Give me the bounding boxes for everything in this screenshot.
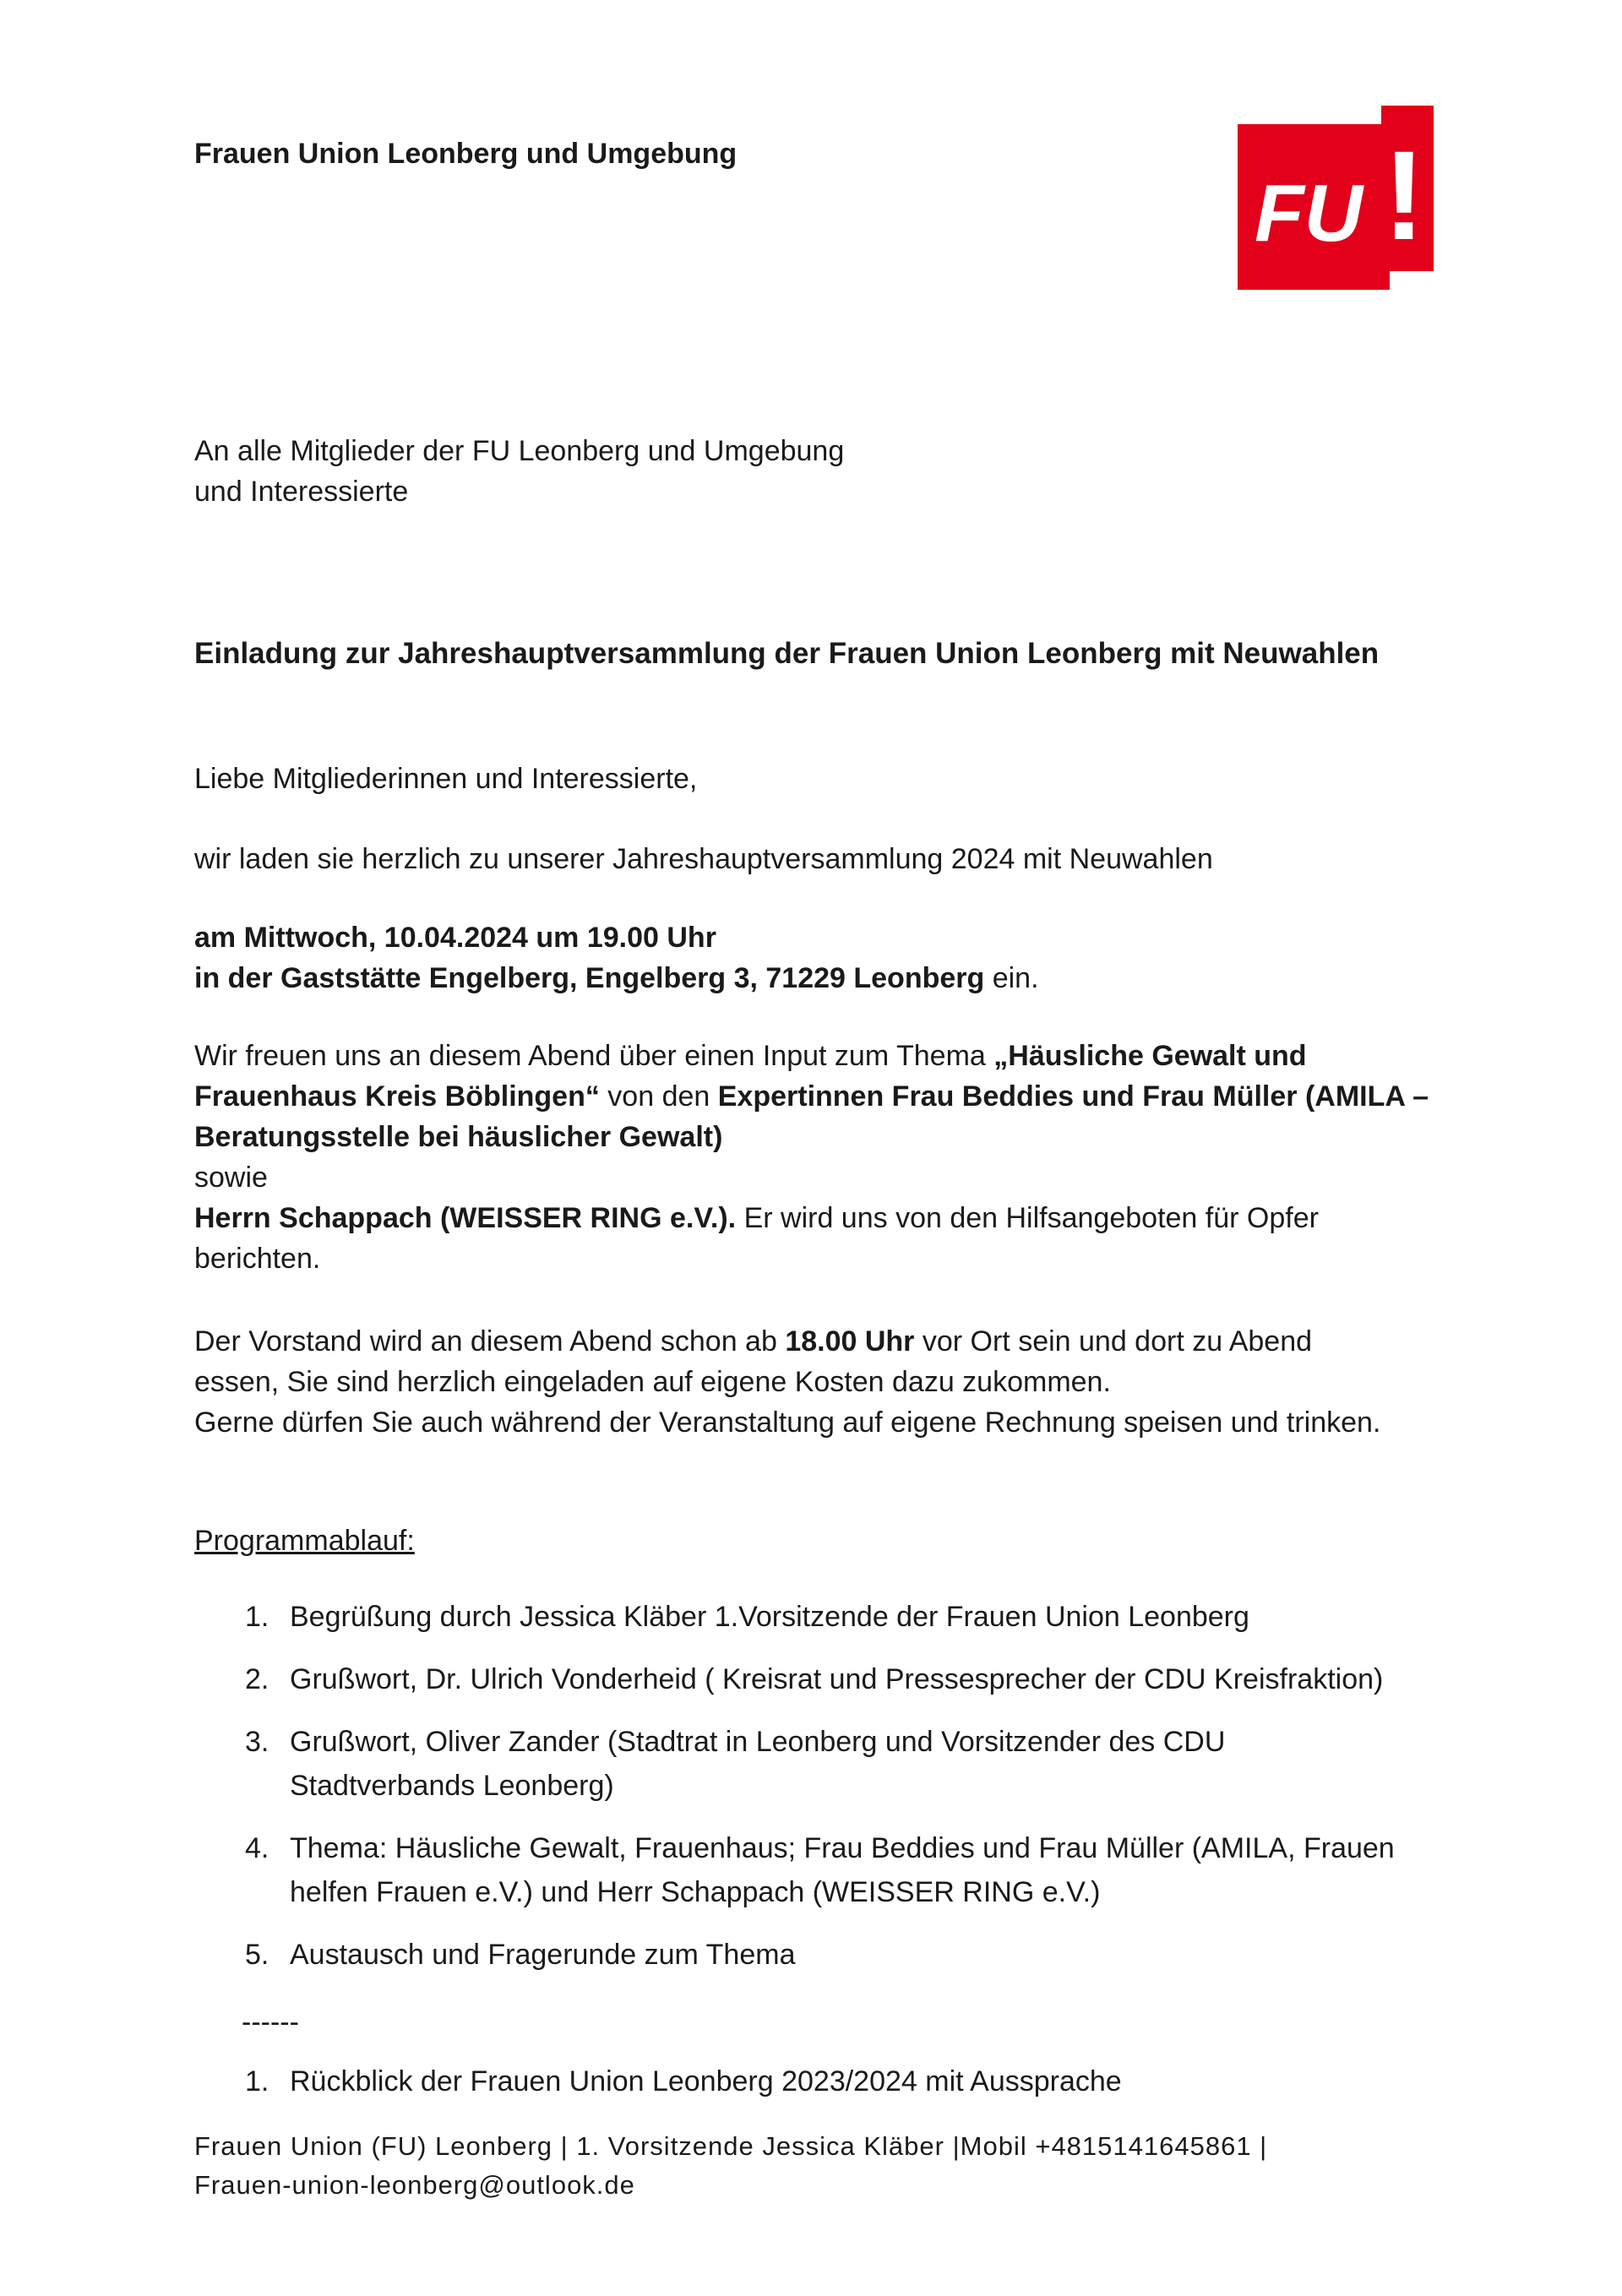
list-item-text: Grußwort, Oliver Zander (Stadtrat in Leonberg und Vorsitzender des CDU xyxy=(290,1726,1226,1758)
list-item-number: 5. xyxy=(245,1939,269,1971)
fu-logo xyxy=(1238,106,1434,290)
event-place-suffix: ein. xyxy=(984,962,1039,994)
list-item-text: Begrüßung durch Jessica Kläber 1.Vorsitzende der Frauen Union Leonberg xyxy=(290,1601,1249,1633)
list-item-number: 1. xyxy=(245,2065,269,2097)
dinner-time: 18.00 Uhr xyxy=(785,1325,915,1357)
logo-exclamation: ! xyxy=(1383,124,1425,266)
programm-list xyxy=(194,1595,1395,1995)
list-item-text: helfen Frauen e.V.) und Herr Schappach (WEISSER RING e.V.) xyxy=(290,1876,1101,1908)
recipients-line-2: und Interessierte xyxy=(194,476,409,508)
organization-name: Frauen Union Leonberg und Umgebung xyxy=(194,138,738,170)
input-guest: Herrn Schappach (WEISSER RING e.V.). xyxy=(194,1202,737,1234)
list-item-text: Rückblick der Frauen Union Leonberg 2023/2024 mit Aussprache xyxy=(290,2065,1122,2097)
dinner-text-a1: Der Vorstand wird an diesem Abend schon ab xyxy=(194,1325,786,1357)
input-paragraph xyxy=(194,1036,1429,1279)
input-guest-text: Er wird uns von den Hilfsangeboten für Opfer xyxy=(736,1202,1319,1234)
event-date: am Mittwoch, 10.04.2024 um 19.00 Uhr xyxy=(194,922,716,954)
input-experts-a: Expertinnen Frau Beddies und Frau Müller (AMILA – xyxy=(717,1080,1429,1113)
list-item-text: Austausch und Fragerunde zum Thema xyxy=(290,1939,796,1971)
input-intro: Wir freuen uns an diesem Abend über einen Input zum Thema xyxy=(194,1040,994,1072)
dinner-text-c: Gerne dürfen Sie auch während der Veranstaltung auf eigene Rechnung speisen und trinken. xyxy=(194,1406,1381,1439)
programm-heading: Programmablauf: xyxy=(194,1525,415,1557)
footer xyxy=(194,2127,1267,2205)
event-place: in der Gaststätte Engelberg, Engelberg 3, 71229 Leonberg xyxy=(194,962,985,994)
programm-list-2 xyxy=(194,2059,1122,2103)
list-item-text: Thema: Häusliche Gewalt, Frauenhaus; Frau Beddies und Frau Müller (AMILA, Frauen xyxy=(290,1832,1395,1864)
recipients-block xyxy=(194,431,844,512)
footer-line-1: Frauen Union (FU) Leonberg | 1. Vorsitzende Jessica Kläber |Mobil +4815141645861 | xyxy=(194,2131,1268,2161)
list-item xyxy=(194,1595,1395,1639)
event-details xyxy=(194,917,1039,998)
input-topic-a: „Häusliche Gewalt und xyxy=(993,1040,1307,1072)
logo-text: FU xyxy=(1255,168,1363,258)
list-item xyxy=(194,1933,1395,1977)
list-item-number: 2. xyxy=(245,1663,269,1695)
invite-line: wir laden sie herzlich zu unserer Jahreshauptversammlung 2024 mit Neuwahlen xyxy=(194,843,1213,875)
list-item-number: 4. xyxy=(245,1832,269,1864)
letter-title: Einladung zur Jahreshauptversammlung der Frauen Union Leonberg mit Neuwahlen xyxy=(194,637,1380,670)
list-item-text: Grußwort, Dr. Ulrich Vonderheid ( Kreisrat und Pressesprecher der CDU Kreisfraktion) xyxy=(290,1663,1384,1695)
dinner-text-b: essen, Sie sind herzlich eingeladen auf eigene Kosten dazu zukommen. xyxy=(194,1366,1111,1398)
dinner-paragraph xyxy=(194,1321,1380,1443)
list-item xyxy=(194,1657,1395,1701)
list-item xyxy=(194,2059,1122,2103)
list-item-number: 3. xyxy=(245,1726,269,1758)
footer-email: Frauen-union-leonberg@outlook.de xyxy=(194,2170,635,2200)
input-topic-b: Frauenhaus Kreis Böblingen“ xyxy=(194,1080,600,1113)
input-guest-text-end: berichten. xyxy=(194,1243,321,1275)
list-separator: ------ xyxy=(242,2006,299,2038)
input-von-den: von den xyxy=(599,1080,718,1113)
list-item xyxy=(194,1826,1395,1914)
list-item-number: 1. xyxy=(245,1601,269,1633)
input-experts-b: Beratungsstelle bei häuslicher Gewalt) xyxy=(194,1121,723,1153)
input-sowie: sowie xyxy=(194,1162,268,1194)
recipients-line-1: An alle Mitglieder der FU Leonberg und Umgebung xyxy=(194,435,845,467)
list-item xyxy=(194,1720,1395,1808)
list-item-text: Stadtverbands Leonberg) xyxy=(290,1770,614,1802)
greeting: Liebe Mitgliederinnen und Interessierte, xyxy=(194,763,698,795)
dinner-text-a2: vor Ort sein und dort zu Abend xyxy=(914,1325,1313,1357)
